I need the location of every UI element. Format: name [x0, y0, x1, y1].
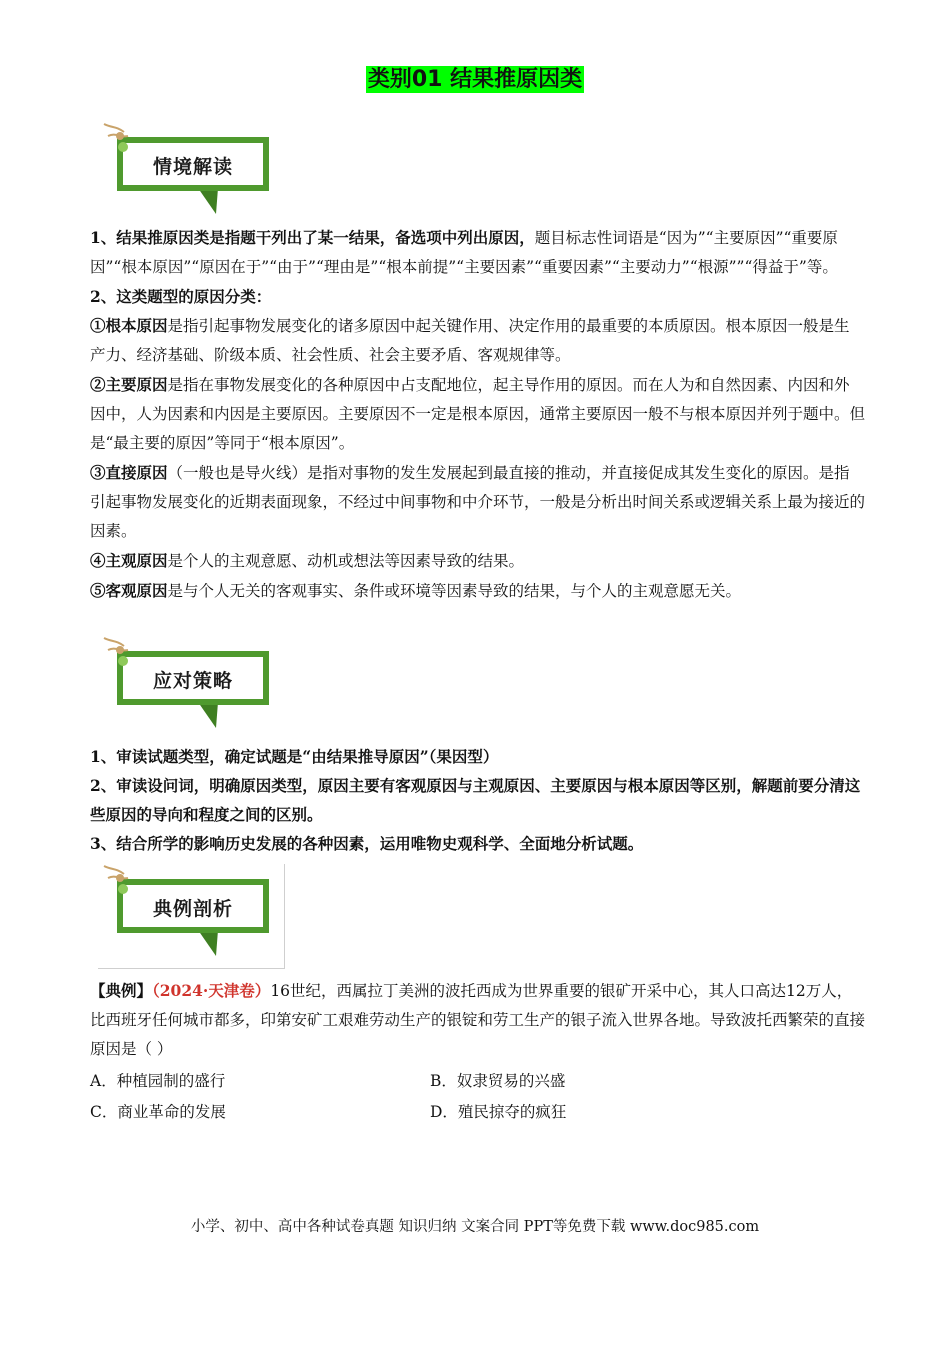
- example-question-text: 16世纪，西属拉丁美洲的波托西成为世界重要的银矿开采中心，其人口高达12万人，比西班牙任何城市都多，印第安矿工艰难劳动生产的银锭和劳工生产的银子流入世界各地。导致波托西繁荣的直接原因是（ ）: [90, 982, 866, 1058]
- cause-main-text: 是指在事物发展变化的各种原因中占支配地位，起主导作用的原因。而在人为和自然因素、内因和外因中，人为因素和内因是主要原因。主要原因不一定是根本原因，通常主要原因一般不与根本原因并列于题中。但是“最主要的原因”等同于“根本原因”。: [90, 376, 866, 452]
- strategy-item-2: 2、审读设问词，明确原因类型，原因主要有客观原因与主观原因、主要原因与根本原因等区别，解题前要分清这些原因的导向和程度之间的区别。: [90, 776, 861, 824]
- option-c: C．商业革命的发展: [90, 1103, 226, 1121]
- option-a: A．种植园制的盛行: [90, 1072, 226, 1090]
- strategy-item-3: 3、结合所学的影响历史发展的各种因素，运用唯物史观科学、全面地分析试题。: [90, 834, 644, 853]
- strategy-item-1: 1、审读试题类型，确定试题是“由结果推导原因”（果因型）: [90, 747, 499, 766]
- section-badge-example: [98, 864, 285, 969]
- cause-main: [90, 370, 865, 458]
- cause-subjective-term: ④主观原因: [90, 551, 168, 570]
- option-b: B．奴隶贸易的兴盛: [430, 1072, 566, 1090]
- cause-root: [90, 311, 865, 370]
- section-badge-situation: [98, 122, 273, 217]
- example-tag: 【典例】: [90, 981, 153, 1000]
- page-footer: 小学、初中、高中各种试卷真题 知识归纳 文案合同 PPT等免费下载 www.doc985.com: [190, 1219, 760, 1235]
- example-question: [90, 976, 865, 1064]
- cause-root-text: 是指引起事物发展变化的诸多原因中起关键作用、决定作用的最重要的本质原因。根本原因一般是生产力、经济基础、阶级本质、社会性质、社会主要矛盾、客观规律等。: [90, 317, 850, 364]
- strategy-block: [90, 742, 865, 858]
- cause-main-term: ②主要原因: [90, 375, 168, 394]
- intro-paragraph-2: 2、这类题型的原因分类：: [90, 287, 272, 306]
- cause-subjective-text: 是个人的主观意愿、动机或想法等因素导致的结果。: [167, 552, 525, 570]
- example-block: [90, 976, 865, 1064]
- example-options: [90, 1066, 865, 1128]
- cause-direct: [90, 458, 865, 546]
- title-text: 类别01 结果推原因类: [367, 67, 583, 92]
- intro-definition: 1、结果推原因类是指题干列出了某一结果，备选项中列出原因，: [90, 228, 535, 247]
- cause-objective-term: ⑤客观原因: [90, 581, 168, 600]
- section-title-example: 典例剖析: [152, 898, 233, 920]
- cause-direct-term: ③直接原因: [90, 463, 168, 482]
- page-title: [0, 62, 950, 93]
- cause-subjective: [90, 546, 865, 576]
- section-title-strategy: 应对策略: [152, 670, 233, 692]
- intro-block: [90, 223, 865, 606]
- intro-keywords: 题目标志性词语是“因为”“主要原因”“重要原因”“根本原因”“原因在于”“由于”“理由是”“根本前提”“主要因素”“重要因素”“主要动力”“根源””“得益于”等。: [90, 229, 838, 276]
- section-title-situation: 情境解读: [152, 156, 233, 178]
- cause-direct-text: （一般也是导火线）是指对事物的发生发展起到最直接的推动，并直接促成其发生变化的原因。是指引起事物发展变化的近期表面现象，不经过中间事物和中介环节，一般是分析出时间关系或逻辑关系上最为接近的因素。: [90, 464, 866, 540]
- section-badge-strategy: [98, 636, 273, 731]
- option-d: D．殖民掠夺的疯狂: [430, 1103, 567, 1121]
- cause-objective: [90, 576, 865, 606]
- cause-objective-text: 是与个人无关的客观事实、条件或环境等因素导致的结果，与个人的主观意愿无关。: [167, 582, 742, 600]
- example-source: （2024·天津卷）: [152, 981, 271, 1000]
- cause-root-term: ①根本原因: [90, 316, 168, 335]
- intro-paragraph-1: [90, 223, 865, 282]
